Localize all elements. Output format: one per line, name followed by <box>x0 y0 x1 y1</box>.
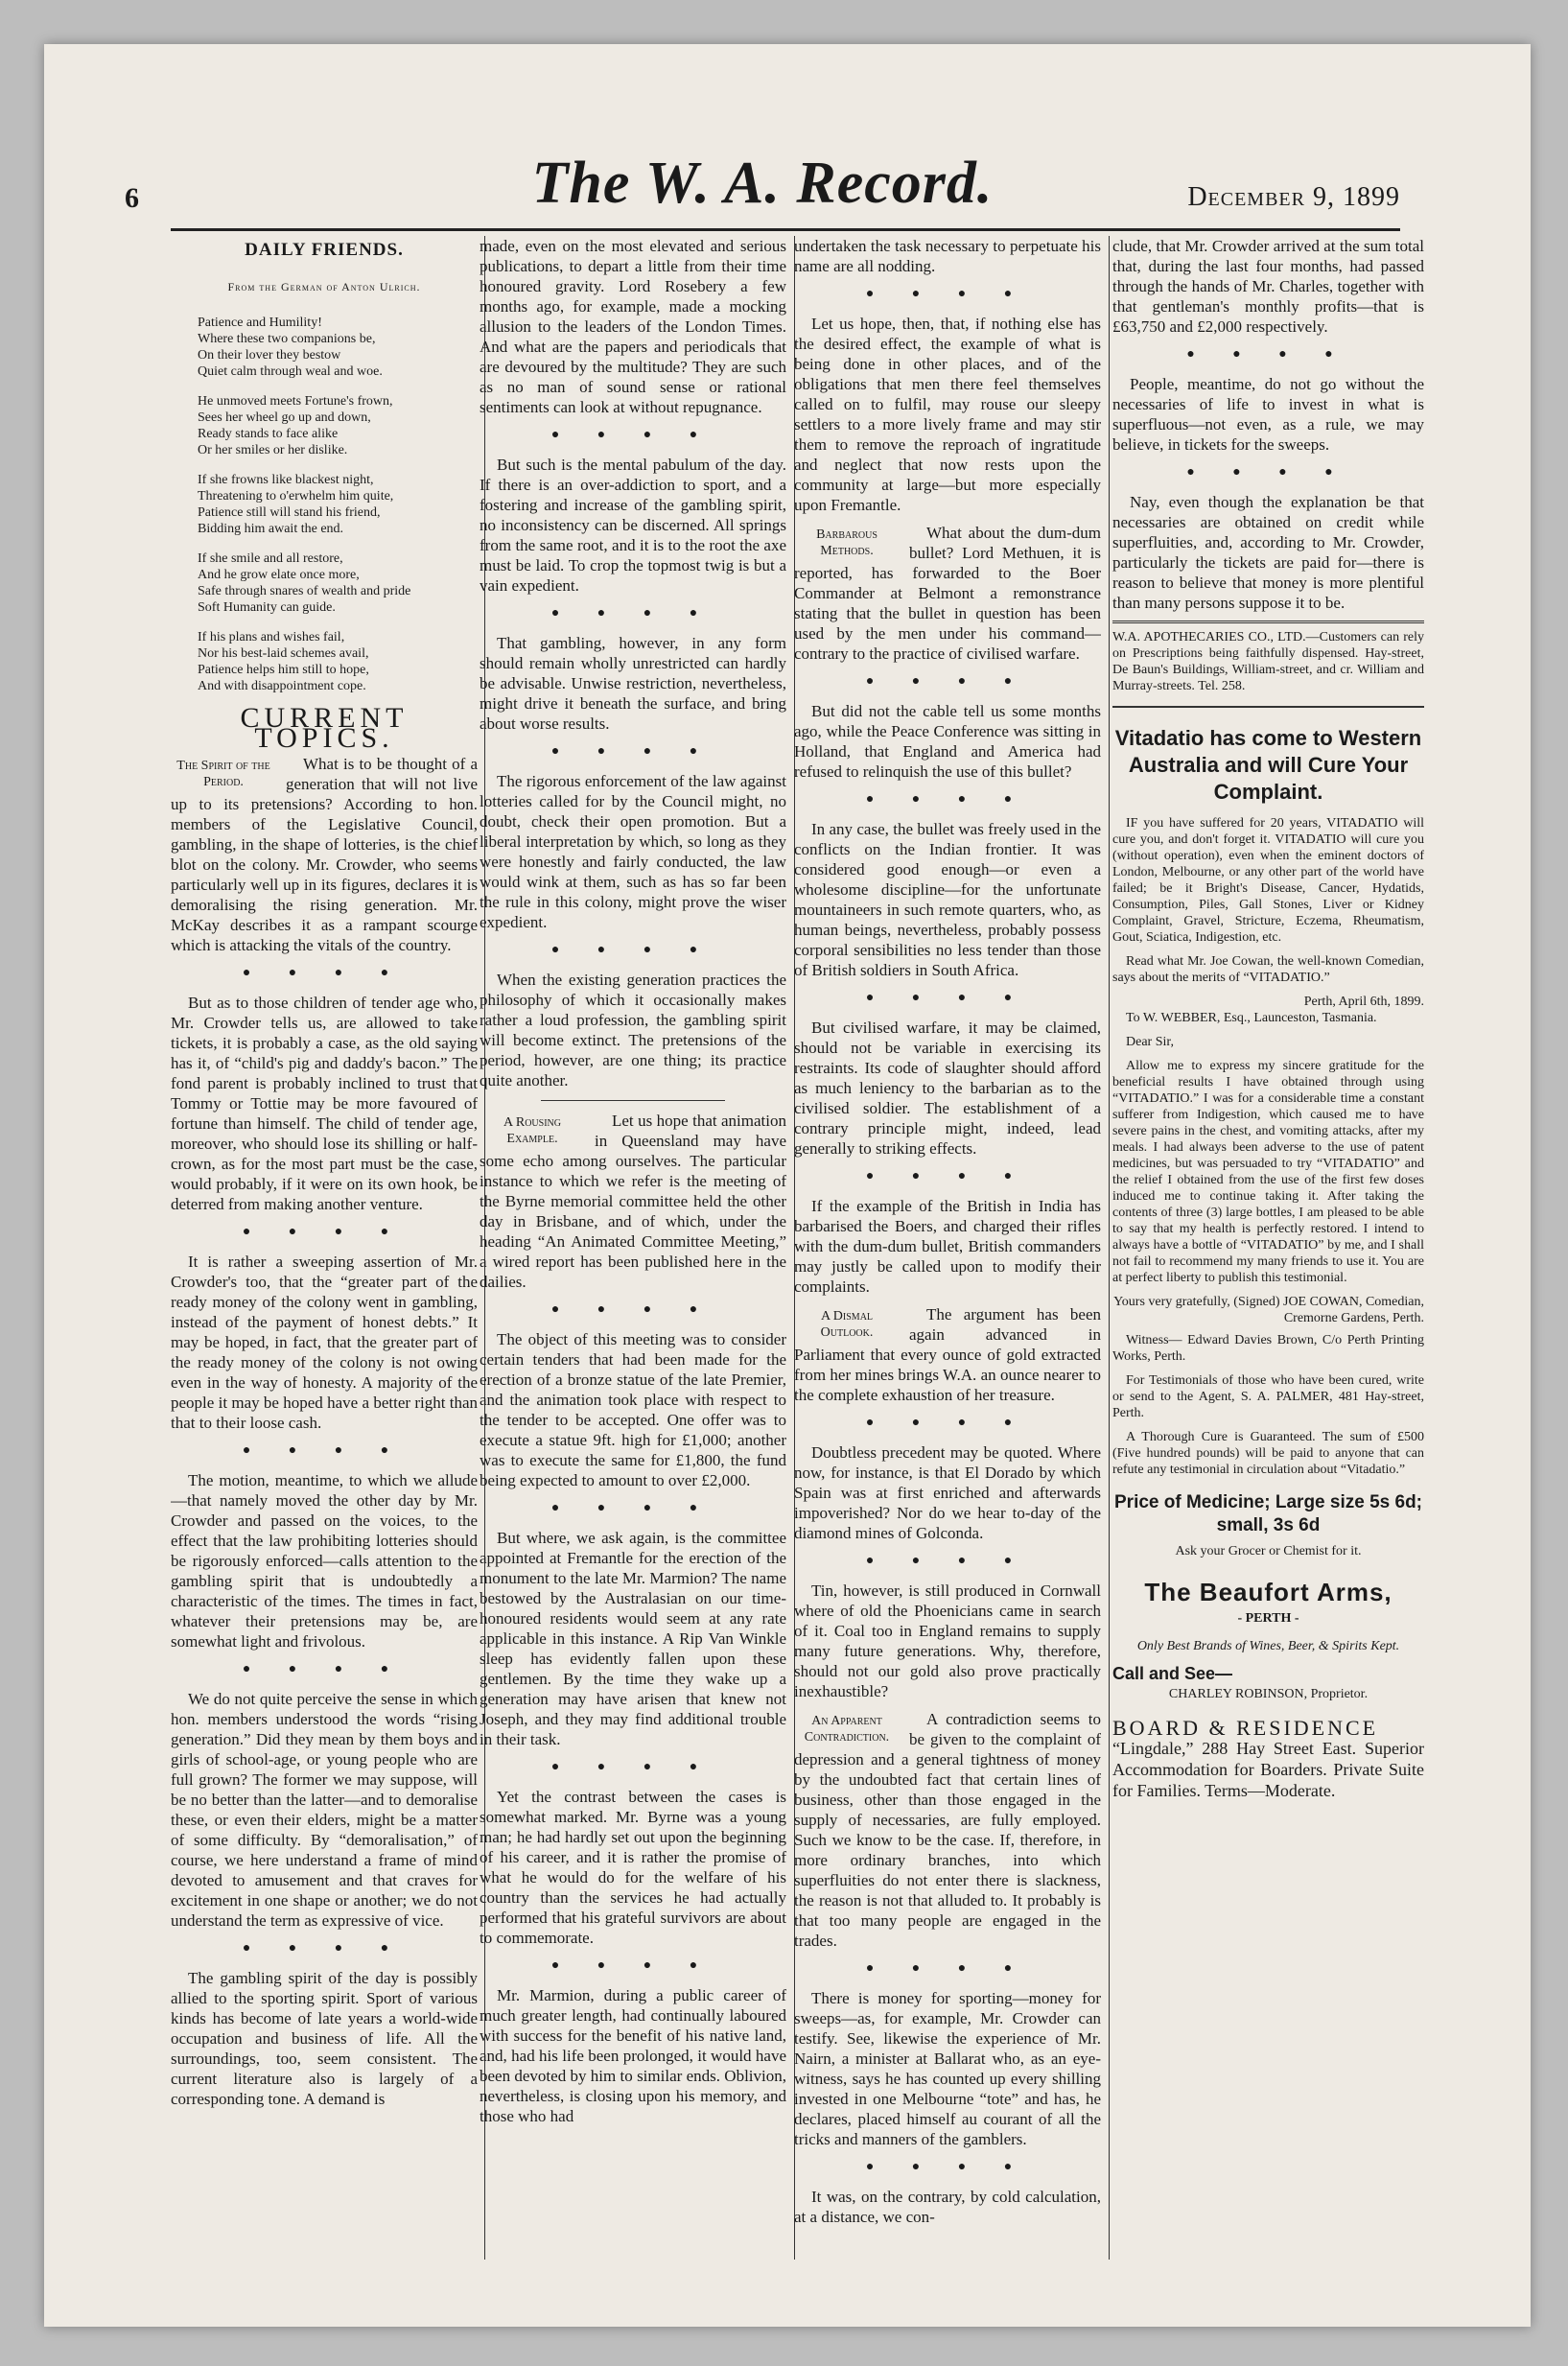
article-paragraph: Doubtless precedent may be quoted. Where now, for instance, is that El Dorado by which Spain was at first enriched and afterwards impoverished? Nor do we hear to-day of the diamond mines of Golconda. <box>794 1443 1101 1542</box>
poem-line: If she frowns like blackest night, <box>198 473 374 487</box>
guarantee-note: A Thorough Cure is Guaranteed. The sum of £500 (Five hundred pounds) will be paid to anyone that can refute any testimonial in circulation about “Vitadatio.” <box>1112 1430 1424 1477</box>
article-paragraph: That gambling, however, in any form should remain wholly unrestricted can hardly be advisable. Unwise restriction, nevertheless, might drive it beneath the surface, and bring about worse results. <box>480 634 786 733</box>
poem-line: Or her smiles or her dislike. <box>198 443 348 457</box>
article-paragraph: There is money for sporting—money for sweeps—as, for example, Mr. Crowder can testify. See, likewise the experience of Mr. Nairn, a minister at Ballarat who, as an eye-witness, says he has counted up every shilling invested in one Melbourne “tote” and has, he declares, placed himself au courant of all the tricks and manners of the gamblers. <box>794 1989 1101 2148</box>
section-divider: ● ● ● ● <box>865 674 1030 689</box>
section-divider: ● ● ● ● <box>865 1416 1030 1430</box>
side-heading: A Rousing Example. <box>503 1115 561 1146</box>
vitadatio-lead: Read what Mr. Joe Cowan, the well-known Comedian, says about the merits of “VITADATIO.” <box>1112 954 1424 985</box>
poem-stanza <box>198 393 478 458</box>
section-divider: ● ● ● ● <box>550 1302 715 1317</box>
article-paragraph: In any case, the bullet was freely used in the conflicts on the Indian frontier. It was considered good enough—or even a wholesome discipline—for the unfortunate mountaineers in such remote quarters, who, as human beings, nevertheless, probably possess corporal sensibilities no less tender than those of British soldiers in South Africa. <box>794 820 1101 979</box>
poem-line: And with disappointment cope. <box>198 679 366 693</box>
article-paragraph <box>794 1304 1101 1405</box>
poem-stanza <box>198 629 478 694</box>
article-paragraph: But such is the mental pabulum of the day. If there is an over-addiction to sport, and a fostering and increase of the gambling spirit, no inconsistency can be discerned. All springs from the same root, and it is to the root the axe must be laid. To crop the topmost twig is but a vain expedient. <box>480 456 786 595</box>
section-divider: ● ● ● ● <box>550 943 715 957</box>
section-divider: ● ● ● ● <box>550 606 715 621</box>
vitadatio-title: Vitadatio has come to Western Australia and will Cure Your Complaint. <box>1114 726 1422 804</box>
poem-line: Ready stands to face alike <box>198 427 339 441</box>
page-number: 6 <box>125 182 139 214</box>
article-paragraph: made, even on the most elevated and serious publications, to depart a little from their time honoured gravity. Lord Rosebery a few months ago, for example, made a mocking allusion to the leaders of the London Times. And what are the papers and periodicals that are devoured by the multitude? They are such as no man of sound sense or rational sentiments can look at without repugnance. <box>480 237 786 416</box>
poem-line: And he grow elate once more, <box>198 568 360 582</box>
poem-line: Sees her wheel go up and down, <box>198 410 371 425</box>
column-1 <box>171 236 478 2264</box>
poem-heading: DAILY FRIENDS. <box>245 240 404 260</box>
letter-witness: Witness— Edward Davies Brown, C/o Perth Printing Works, Perth. <box>1112 1333 1424 1364</box>
article-paragraph: The object of this meeting was to consider certain tenders that had been made for the erection of a bronze statue of the late Premier, and the animation took place with respect to the tender to be accepted. One offer was to execute a statue 9ft. high for £1,000; another was to execute the same for £1,800, the fund being expected to amount to over £2,000. <box>480 1330 786 1489</box>
article-paragraph: People, meantime, do not go without the necessaries of life to invest in what is superfluous—not even, as a rule, we may believe, in tickets for the sweeps. <box>1112 375 1424 454</box>
side-heading: Barbarous Methods. <box>816 527 878 558</box>
side-heading: A Dismal Outlook. <box>820 1309 874 1340</box>
article-paragraph: Yet the contrast between the cases is somewhat marked. Mr. Byrne was a young man; he had hardly set out upon the beginning of his career, and it is rather the promise of what he would do for the welfare of his country than the services he had actually performed that his grateful survivors are about to commemorate. <box>480 1788 786 1947</box>
section-divider: ● ● ● ● <box>550 1958 715 1973</box>
poem-line: On their lover they bestow <box>198 348 341 363</box>
article-paragraph <box>794 1709 1101 1951</box>
paragraph-text: Let us hope that animation in Queensland may have some echo among ourselves. The particular instance to which we refer is the meeting of the Byrne memorial committee held the other day in Brisbane, and of which, under the heading “An Animated Committee Meeting,” a wired report has been published here in the dailies. <box>480 1112 786 1291</box>
masthead-rule <box>171 228 1400 231</box>
price-subtext: Ask your Grocer or Chemist for it. <box>1175 1544 1362 1558</box>
section-divider: ● ● ● ● <box>1186 465 1350 480</box>
paragraph-text: What about the dum-dum bullet? Lord Methuen, it is reported, has forwarded to the Boer Commander at Belmont a remonstrance stating that the bullet in question has been used by the men under his command—contrary to the practice of civilised warfare. <box>794 524 1101 663</box>
poem-line: Safe through snares of wealth and pride <box>198 584 411 598</box>
side-heading: An Apparent Contradiction. <box>804 1714 890 1745</box>
article-paragraph: But did not the cable tell us some months ago, while the Peace Conference was sitting in Holland, that England and America had refused to relinquish the use of this bullet? <box>794 702 1101 781</box>
beaufort-arms-title: The Beaufort Arms, <box>1144 1578 1392 1606</box>
poem-stanza <box>198 551 478 616</box>
letter-salutation: Dear Sir, <box>1126 1035 1174 1049</box>
poem-line: If his plans and wishes fail, <box>198 630 345 644</box>
article-paragraph: Mr. Marmion, during a public career of much greater length, had continually laboured with success for the benefit of his native land, and, had his life been prolonged, it would have been devoted by him to similar ends. Oblivion, nevertheless, is closing upon his memory, and those who had <box>480 1986 786 2125</box>
section-divider: ● ● ● ● <box>865 1961 1030 1976</box>
poem-line: Threatening to o'erwhelm him quite, <box>198 489 394 504</box>
issue-date: December 9, 1899 <box>1187 182 1400 212</box>
current-topics-heading: CURRENT TOPICS. <box>240 702 409 754</box>
vitadatio-body <box>1112 815 1424 1478</box>
article-paragraph: It was, on the contrary, by cold calculation, at a distance, we con- <box>794 2188 1101 2226</box>
poem-line: Soft Humanity can guide. <box>198 600 336 615</box>
section-divider: ● ● ● ● <box>865 991 1030 1005</box>
section-divider: ● ● ● ● <box>1186 347 1350 362</box>
side-heading: The Spirit of the Period. <box>176 759 270 789</box>
column-separator <box>1109 236 1110 2260</box>
poem-line: Quiet calm through weal and woe. <box>198 364 383 379</box>
letter-recipient: To W. WEBBER, Esq., Launceston, Tasmania. <box>1126 1011 1377 1025</box>
call-and-see: Call and See— <box>1112 1664 1233 1683</box>
article-paragraph: The rigorous enforcement of the law against lotteries called for by the Council might, no doubt, check their open promotion. But a liberal interpretation by which, so long as they were honestly and fairly conducted, the law would wink at them, such as has so far been the rule in this colony, might prove the wiser expedient. <box>480 772 786 931</box>
poem-line: Where these two companions be, <box>198 332 376 346</box>
section-divider: ● ● ● ● <box>242 966 407 980</box>
column-4 <box>1112 236 1424 2264</box>
letter-date: Perth, April 6th, 1899. <box>1303 995 1424 1009</box>
newspaper-title: The W. A. Record. <box>531 151 994 216</box>
beaufort-location: - PERTH - <box>1237 1611 1299 1626</box>
masthead <box>125 144 1400 230</box>
poem-line: Patience and Humility! <box>198 316 322 330</box>
section-divider: ● ● ● ● <box>550 428 715 442</box>
article-paragraph: But as to those children of tender age who, Mr. Crowder tells us, are allowed to take tickets, it is probably a case, as the old saying has it, of “child's pig and daddy's bacon.” The fond parent is probably inclined to trust that Tommy or Tottie may be more favoured of fortune than himself. The child of tender age, moreover, who should lose its shilling or half-crown, as for the most part must be the case, would probably, if it were on its own hook, be deterred from making another venture. <box>171 994 478 1213</box>
poem-line: Patience still will stand his friend, <box>198 505 381 520</box>
article-paragraph: If the example of the British in India has barbarised the Boers, and charged their rifles with the dum-dum bullet, British commanders may justly be called upon to modify their complaints. <box>794 1197 1101 1296</box>
article-paragraph: The gambling spirit of the day is possibly allied to the sporting spirit. Sport of various kinds has become of late years a world-wide occupation and business of life. All the surroundings, too, seem consistent. The current literature also is largely of a corresponding tone. A demand is <box>171 1969 478 2108</box>
board-residence-heading: BOARD & RESIDENCE <box>1112 1716 1379 1740</box>
section-divider: ● ● ● ● <box>242 1941 407 1956</box>
paragraph-text: What is to be thought of a generation that will not live up to its pretensions? According to hon. members of the Legislative Council, gambling, in the shape of lotteries, is the chief blot on the colony. Mr. Crowder, who seems particularly well up in its figures, declares it is demoralising the rising generation. Mr. McKay describes it as a rampant scourge which is attacking the vitals of the country. <box>171 755 478 954</box>
proprietor: CHARLEY ROBINSON, Proprietor. <box>1168 1687 1369 1701</box>
testimonials-note: For Testimonials of those who have been cured, write or send to the Agent, S. A. PALMER, 481 Hay-street, Perth. <box>1112 1373 1424 1420</box>
article-paragraph <box>794 523 1101 664</box>
section-divider: ● ● ● ● <box>242 1443 407 1458</box>
poem-stanza <box>198 315 478 380</box>
poem-line: If she smile and all restore, <box>198 551 343 566</box>
article-paragraph: But where, we ask again, is the committee appointed at Fremantle for the erection of the monument to the late Mr. Marmion? The name bestowed by the Australasian on our time-honoured residents would seem at any rate applicable in this instance. A Rip Van Winkle sleep has evidently fallen upon these gentlemen. By the time they wake up a generation may have arisen that knew not Joseph, and they may find additional trouble in their task. <box>480 1529 786 1748</box>
article-paragraph: clude, that Mr. Crowder arrived at the sum total that, during the last four months, had passed through the hands of Mr. Charles, together with that gentleman's monthly profits—that is £63,750 and £2,000 respectively. <box>1112 237 1424 336</box>
section-divider: ● ● ● ● <box>865 1169 1030 1183</box>
article-paragraph: undertaken the task necessary to perpetuate his name are all nodding. <box>794 237 1101 275</box>
article-paragraph <box>171 754 478 955</box>
poem-line: Bidding him await the end. <box>198 522 344 536</box>
board-residence-body: “Lingdale,” 288 Hay Street East. Superior Accommodation for Boarders. Private Suite for Families. Terms—Moderate. <box>1112 1739 1424 1800</box>
article-paragraph: We do not quite perceive the sense in which hon. members understood the words “rising generation.” Did they mean by them boys and girls of school-age, or young people who are full grown? The former we may suppose, will be no better than the latter—and to demoralise these, or even their elders, might be a matter of some difficulty. By “demoralisation,” of course, we here understand a frame of mind devoted to amusement and that craves for excitement in one shape or another; we do not understand the term as expressive of vice. <box>171 1690 478 1930</box>
letter-signature: Yours very gratefully, (Signed) JOE COWAN, Comedian, Cremorne Gardens, Perth. <box>1113 1295 1424 1325</box>
paragraph-text: A contradiction seems to be given to the complaint of depression and a general tightness of money by the undoubted fact that certain lines of business, other than those engaged in the supply of necessaries, are fully employed. Such we know to be the case. If, therefore, in more ordinary branches, into which superfluities do not enter there is slackness, the reason is not that alluded to. It probably is that too many people are engaged in the trades. <box>794 1710 1101 1950</box>
poem-line: Nor his best-laid schemes avail, <box>198 646 369 661</box>
article-paragraph: It is rather a sweeping assertion of Mr. Crowder's too, that the “greater part of the ready money of the colony went in gambling, instead of the payment of honest debts.” It may be hoped, in fact, that the greater part of the ready money of the colony is not owing even in the way of honesty. A majority of the people it may be hoped have a better right than that to their loose cash. <box>171 1253 478 1432</box>
apothecaries-ad: W.A. APOTHECARIES CO., LTD.—Customers can rely on Prescriptions being faithfully dispensed. Hay-street, De Baun's Buildings, William-street, and cr. William and Murray-streets. Tel. 258. <box>1112 621 1424 694</box>
section-divider: ● ● ● ● <box>865 2160 1030 2174</box>
article-paragraph: When the existing generation practices the philosophy of which it occasionally makes rather a loud profession, the gambling spirit will become extinct. The pretensions of the period, however, are one thing; its practice quite another. <box>480 971 786 1089</box>
column-3 <box>794 236 1101 2264</box>
letter-body: Allow me to express my sincere gratitude for the beneficial results I have obtained through using “VITADATIO.” I was for a considerable time a constant sufferer from Indigestion, which caused me to have severe pains in the chest, and vomiting attacks, after my meals. I had always been adverse to the use of patent medicines, but was persuaded to try “VITADATIO” and the relief I obtained from the use of the first few doses induced me to continue taking it. After taking the contents of three (3) large bottles, I am pleased to be able to say that my health is perfectly restored. I intend to always have a bottle of “VITADATIO” by me, and I shall not fail to recommend my many friends to use it. You are at perfect liberty to publish this testimonial. <box>1112 1059 1424 1285</box>
section-divider: ● ● ● ● <box>865 1554 1030 1568</box>
article-paragraph <box>480 1111 786 1292</box>
section-divider: ● ● ● ● <box>242 1662 407 1676</box>
article-paragraph: The motion, meantime, to which we allude—that namely moved the other day by Mr. Crowder and passed on the voices, to the effect that the law prohibiting lotteries should be rigorously enforced—calls attention to the gambling spirit that is undoubtedly a characteristic of the times. The times in fact, whatever their pretensions may be, are somewhat light and frivolous. <box>171 1471 478 1651</box>
section-divider: ● ● ● ● <box>550 1501 715 1515</box>
section-divider: ● ● ● ● <box>242 1225 407 1239</box>
poem-stanza <box>198 472 478 537</box>
medicine-price: Price of Medicine; Large size 5s 6d; small, 3s 6d <box>1114 1492 1422 1535</box>
article-rule <box>541 1100 725 1101</box>
section-divider: ● ● ● ● <box>550 1760 715 1774</box>
poem-line: Patience helps him still to hope, <box>198 663 369 677</box>
column-2 <box>480 236 786 2264</box>
poem-line: He unmoved meets Fortune's frown, <box>198 394 393 409</box>
paragraph-text: The argument has been again advanced in Parliament that every ounce of gold extracted from her mines brings W.A. an ounce nearer to the complete exhaustion of her treasure. <box>794 1305 1101 1404</box>
vitadatio-ad <box>1112 706 1424 1561</box>
article-paragraph: But civilised warfare, it may be claimed, should not be variable in exercising its restraints. Its code of slaughter should afford as much leniency to the barbarian as to the civilised soldier. The establishment of a contrary principle might, indeed, lead generally to striking effects. <box>794 1019 1101 1158</box>
article-paragraph: Let us hope, then, that, if nothing else has the desired effect, the example of what is being done in other places, and of the obligations that men there feel themselves called on to fulfil, may rouse our sleepy settlers to a more lively frame and may stir them to remove the reproach of ingratitude and neglect that now rests upon the community at large—but more especially upon Fremantle. <box>794 315 1101 514</box>
article-paragraph: Tin, however, is still produced in Cornwall where of old the Phoenicians came in search of it. Coal too in England remains to supply many future generations. Why, therefore, should not our gold also prove practically inexhaustible? <box>794 1581 1101 1700</box>
section-divider: ● ● ● ● <box>865 287 1030 301</box>
article-paragraph: Nay, even though the explanation be that necessaries are obtained on credit while superfluities, and, according to Mr. Crowder, particularly the tickets are paid for—there is reason to believe that money is more plentiful than many persons suppose it to be. <box>1112 493 1424 612</box>
beaufort-subtext: Only Best Brands of Wines, Beer, & Spirits Kept. <box>1136 1639 1400 1653</box>
poem-attribution: From the German of Anton Ulrich. <box>227 280 421 293</box>
section-divider: ● ● ● ● <box>865 792 1030 807</box>
vitadatio-intro: IF you have suffered for 20 years, VITADATIO will cure you, and don't forget it. VITADATIO will cure you (without operation), even when the eminent doctors of London, Melbourne, or any other part of the world have failed; be it Bright's Disease, Cancer, Hydatids, Consumption, Piles, Gall Stones, Liver or Kidney Complaint, Gravel, Stricture, Eczema, Rheumatism, Gout, Sciatica, Indigestion, etc. <box>1112 816 1424 945</box>
section-divider: ● ● ● ● <box>550 744 715 759</box>
